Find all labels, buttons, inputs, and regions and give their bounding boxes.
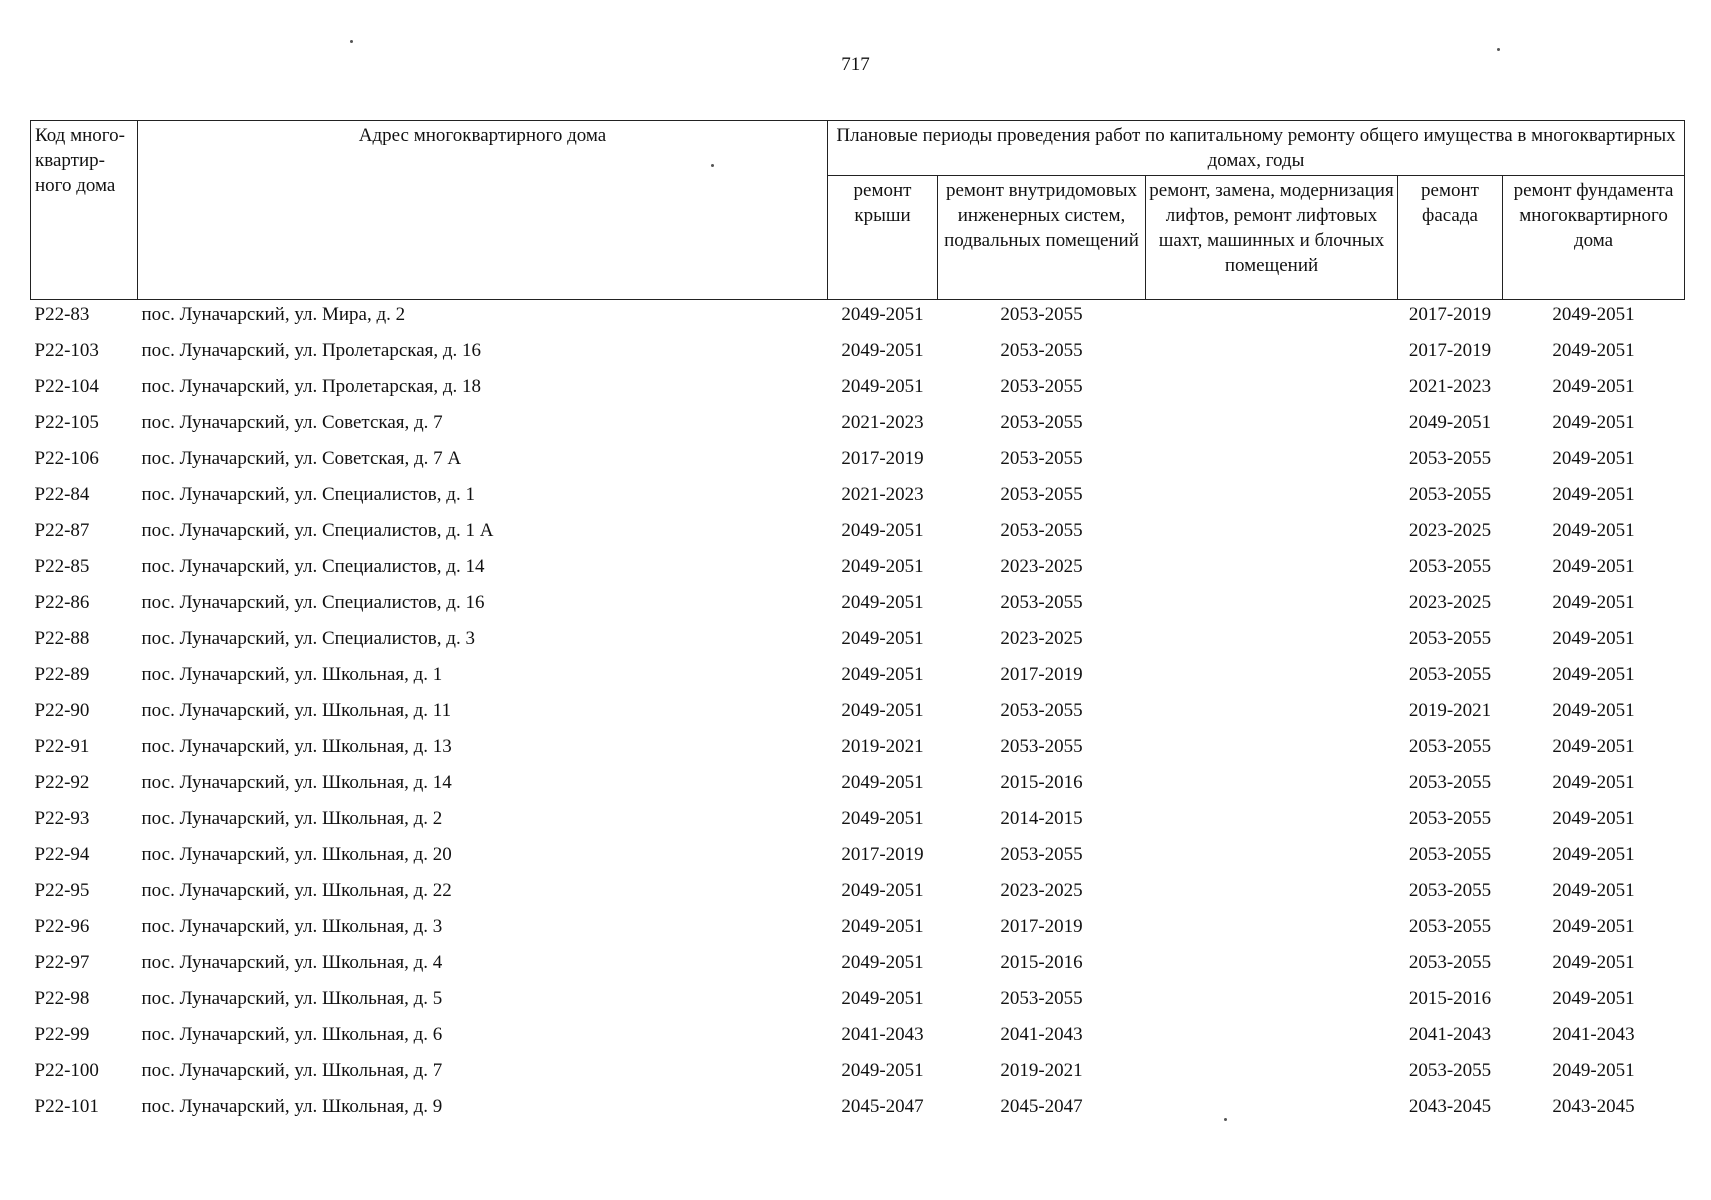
- cell-address: пос. Луначарский, ул. Школьная, д. 6: [141, 1024, 443, 1045]
- cell-engineering: 2017-2019: [1000, 916, 1083, 937]
- cell-facade: 2049-2051: [1408, 412, 1492, 433]
- cell-foundation: 2049-2051: [1552, 916, 1635, 937]
- cell-roof: 2021-2023: [841, 484, 924, 505]
- table-header: [31, 121, 1685, 300]
- cell-elevators: [1146, 516, 1398, 552]
- cell-code: Р22-87: [34, 520, 90, 541]
- cell-facade: 2023-2025: [1408, 520, 1492, 541]
- cell-elevators: [1146, 660, 1398, 696]
- cell-engineering: 2053-2055: [1000, 844, 1083, 865]
- table-row: [31, 840, 1685, 876]
- table-row: [31, 372, 1685, 408]
- cell-facade: 2053-2055: [1408, 556, 1492, 577]
- cell-address: пос. Луначарский, ул. Специалистов, д. 3: [141, 628, 475, 649]
- cell-roof: 2049-2051: [841, 988, 924, 1009]
- cell-roof: 2019-2021: [841, 736, 924, 757]
- cell-facade: 2053-2055: [1408, 880, 1492, 901]
- cell-facade: 2053-2055: [1408, 1060, 1492, 1081]
- cell-roof: 2049-2051: [841, 592, 924, 613]
- cell-engineering: 2023-2025: [1000, 556, 1083, 577]
- cell-foundation: 2049-2051: [1552, 880, 1635, 901]
- cell-address: пос. Луначарский, ул. Специалистов, д. 16: [141, 592, 485, 613]
- table-row: [31, 876, 1685, 912]
- cell-elevators: [1146, 588, 1398, 624]
- scan-speck: [1497, 48, 1500, 51]
- cell-facade: 2053-2055: [1408, 736, 1492, 757]
- cell-foundation: 2049-2051: [1552, 808, 1635, 829]
- table-row: [31, 1020, 1685, 1056]
- cell-foundation: 2049-2051: [1552, 484, 1635, 505]
- cell-facade: 2017-2019: [1408, 304, 1492, 325]
- cell-facade: 2053-2055: [1408, 952, 1492, 973]
- cell-engineering: 2053-2055: [1000, 376, 1083, 397]
- cell-code: Р22-86: [34, 592, 90, 613]
- cell-foundation: 2049-2051: [1552, 664, 1635, 685]
- cell-roof: 2049-2051: [841, 376, 924, 397]
- cell-engineering: 2053-2055: [1000, 304, 1083, 325]
- table-row: [31, 624, 1685, 660]
- table-row: [31, 480, 1685, 516]
- cell-facade: 2053-2055: [1408, 484, 1492, 505]
- table-row: [31, 660, 1685, 696]
- table-row: [31, 336, 1685, 372]
- cell-engineering: 2017-2019: [1000, 664, 1083, 685]
- cell-roof: 2049-2051: [841, 304, 924, 325]
- header-elevators: ремонт, замена, модернизация лифтов, ремонт лифтовых шахт, машинных и блочных помещений: [1146, 176, 1398, 300]
- table-row: [31, 300, 1685, 337]
- repair-schedule-table: [30, 120, 1685, 1128]
- cell-code: Р22-85: [34, 556, 90, 577]
- header-periods-group: Плановые периоды проведения работ по капитальному ремонту общего имущества в многоквартирных домах, годы: [828, 121, 1685, 176]
- cell-code: Р22-99: [34, 1024, 90, 1045]
- cell-elevators: [1146, 804, 1398, 840]
- cell-code: Р22-106: [34, 448, 99, 469]
- cell-foundation: 2049-2051: [1552, 628, 1635, 649]
- header-roof: ремонт крыши: [828, 176, 938, 300]
- cell-engineering: 2053-2055: [1000, 700, 1083, 721]
- cell-foundation: 2049-2051: [1552, 448, 1635, 469]
- cell-code: Р22-101: [34, 1096, 99, 1117]
- cell-facade: 2053-2055: [1408, 916, 1492, 937]
- cell-facade: 2053-2055: [1408, 664, 1492, 685]
- table-body: [31, 300, 1685, 1129]
- cell-foundation: 2049-2051: [1552, 1060, 1635, 1081]
- cell-roof: 2049-2051: [841, 1060, 924, 1081]
- cell-elevators: [1146, 444, 1398, 480]
- cell-facade: 2041-2043: [1408, 1024, 1492, 1045]
- cell-foundation: 2049-2051: [1552, 520, 1635, 541]
- cell-foundation: 2049-2051: [1552, 592, 1635, 613]
- cell-foundation: 2041-2043: [1552, 1024, 1635, 1045]
- cell-foundation: 2049-2051: [1552, 376, 1635, 397]
- cell-address: пос. Луначарский, ул. Специалистов, д. 1 А: [141, 520, 494, 541]
- cell-elevators: [1146, 768, 1398, 804]
- header-facade: ремонт фасада: [1398, 176, 1503, 300]
- table-row: [31, 516, 1685, 552]
- cell-code: Р22-92: [34, 772, 90, 793]
- cell-address: пос. Луначарский, ул. Школьная, д. 2: [141, 808, 443, 829]
- cell-engineering: 2015-2016: [1000, 952, 1083, 973]
- repair-schedule-table-container: [30, 120, 1684, 1128]
- cell-roof: 2045-2047: [841, 1096, 924, 1117]
- cell-facade: 2023-2025: [1408, 592, 1492, 613]
- table-row: [31, 1056, 1685, 1092]
- cell-engineering: 2045-2047: [1000, 1096, 1083, 1117]
- cell-roof: 2049-2051: [841, 556, 924, 577]
- cell-facade: 2015-2016: [1408, 988, 1492, 1009]
- cell-roof: 2049-2051: [841, 952, 924, 973]
- cell-roof: 2041-2043: [841, 1024, 924, 1045]
- cell-address: пос. Луначарский, ул. Школьная, д. 4: [141, 952, 443, 973]
- table-row: [31, 732, 1685, 768]
- cell-elevators: [1146, 1020, 1398, 1056]
- cell-elevators: [1146, 300, 1398, 337]
- cell-foundation: 2049-2051: [1552, 952, 1635, 973]
- cell-engineering: 2053-2055: [1000, 736, 1083, 757]
- cell-address: пос. Луначарский, ул. Советская, д. 7 А: [141, 448, 462, 469]
- cell-address: пос. Луначарский, ул. Мира, д. 2: [141, 304, 406, 325]
- cell-address: пос. Луначарский, ул. Пролетарская, д. 18: [141, 376, 482, 397]
- header-foundation: ремонт фундамента многоквартирного дома: [1503, 176, 1685, 300]
- table-row: [31, 408, 1685, 444]
- cell-facade: 2053-2055: [1408, 808, 1492, 829]
- cell-elevators: [1146, 948, 1398, 984]
- cell-facade: 2053-2055: [1408, 844, 1492, 865]
- cell-elevators: [1146, 336, 1398, 372]
- cell-code: Р22-96: [34, 916, 90, 937]
- cell-engineering: 2053-2055: [1000, 448, 1083, 469]
- cell-facade: 2053-2055: [1408, 772, 1492, 793]
- cell-roof: 2049-2051: [841, 916, 924, 937]
- table-row: [31, 552, 1685, 588]
- cell-roof: 2017-2019: [841, 844, 924, 865]
- cell-engineering: 2023-2025: [1000, 880, 1083, 901]
- cell-address: пос. Луначарский, ул. Специалистов, д. 1: [141, 484, 475, 505]
- cell-elevators: [1146, 408, 1398, 444]
- cell-address: пос. Луначарский, ул. Школьная, д. 13: [141, 736, 452, 757]
- table-row: [31, 1092, 1685, 1128]
- cell-elevators: [1146, 624, 1398, 660]
- cell-address: пос. Луначарский, ул. Советская, д. 7: [141, 412, 443, 433]
- cell-code: Р22-90: [34, 700, 90, 721]
- cell-engineering: 2014-2015: [1000, 808, 1083, 829]
- cell-elevators: [1146, 984, 1398, 1020]
- cell-code: Р22-91: [34, 736, 90, 757]
- cell-roof: 2049-2051: [841, 520, 924, 541]
- cell-elevators: [1146, 1092, 1398, 1128]
- cell-code: Р22-100: [34, 1060, 99, 1081]
- cell-code: Р22-84: [34, 484, 90, 505]
- cell-code: Р22-105: [34, 412, 99, 433]
- cell-facade: 2053-2055: [1408, 628, 1492, 649]
- cell-roof: 2017-2019: [841, 448, 924, 469]
- cell-code: Р22-93: [34, 808, 90, 829]
- cell-roof: 2049-2051: [841, 340, 924, 361]
- cell-foundation: 2049-2051: [1552, 844, 1635, 865]
- cell-address: пос. Луначарский, ул. Школьная, д. 9: [141, 1096, 443, 1117]
- cell-elevators: [1146, 696, 1398, 732]
- cell-engineering: 2053-2055: [1000, 988, 1083, 1009]
- cell-engineering: 2053-2055: [1000, 412, 1083, 433]
- cell-elevators: [1146, 480, 1398, 516]
- cell-code: Р22-89: [34, 664, 90, 685]
- cell-address: пос. Луначарский, ул. Школьная, д. 22: [141, 880, 452, 901]
- cell-foundation: 2043-2045: [1552, 1096, 1635, 1117]
- cell-address: пос. Луначарский, ул. Пролетарская, д. 16: [141, 340, 482, 361]
- header-engineering: ремонт внутридомовых инженерных систем, подвальных помещений: [938, 176, 1146, 300]
- table-row: [31, 948, 1685, 984]
- cell-address: пос. Луначарский, ул. Школьная, д. 20: [141, 844, 452, 865]
- cell-address: пос. Луначарский, ул. Школьная, д. 14: [141, 772, 452, 793]
- cell-elevators: [1146, 372, 1398, 408]
- table-row: [31, 912, 1685, 948]
- cell-engineering: 2053-2055: [1000, 340, 1083, 361]
- cell-engineering: 2019-2021: [1000, 1060, 1083, 1081]
- cell-elevators: [1146, 840, 1398, 876]
- cell-elevators: [1146, 912, 1398, 948]
- cell-roof: 2049-2051: [841, 700, 924, 721]
- cell-engineering: 2023-2025: [1000, 628, 1083, 649]
- cell-facade: 2019-2021: [1408, 700, 1492, 721]
- cell-address: пос. Луначарский, ул. Школьная, д. 1: [141, 664, 443, 685]
- table-row: [31, 768, 1685, 804]
- cell-facade: 2043-2045: [1408, 1096, 1492, 1117]
- cell-foundation: 2049-2051: [1552, 988, 1635, 1009]
- cell-code: Р22-97: [34, 952, 90, 973]
- table-row: [31, 984, 1685, 1020]
- cell-code: Р22-88: [34, 628, 90, 649]
- cell-facade: 2021-2023: [1408, 376, 1492, 397]
- cell-engineering: 2041-2043: [1000, 1024, 1083, 1045]
- cell-elevators: [1146, 732, 1398, 768]
- page-number: 717: [841, 54, 870, 75]
- cell-code: Р22-104: [34, 376, 99, 397]
- cell-facade: 2053-2055: [1408, 448, 1492, 469]
- cell-roof: 2021-2023: [841, 412, 924, 433]
- cell-foundation: 2049-2051: [1552, 412, 1635, 433]
- scan-speck: [350, 40, 353, 43]
- table-row: [31, 696, 1685, 732]
- cell-roof: 2049-2051: [841, 628, 924, 649]
- cell-facade: 2017-2019: [1408, 340, 1492, 361]
- cell-foundation: 2049-2051: [1552, 700, 1635, 721]
- table-row: [31, 588, 1685, 624]
- cell-foundation: 2049-2051: [1552, 772, 1635, 793]
- cell-address: пос. Луначарский, ул. Школьная, д. 7: [141, 1060, 443, 1081]
- header-address: Адрес многоквартирного дома: [138, 121, 828, 300]
- cell-address: пос. Луначарский, ул. Специалистов, д. 14: [141, 556, 485, 577]
- cell-engineering: 2053-2055: [1000, 592, 1083, 613]
- cell-foundation: 2049-2051: [1552, 340, 1635, 361]
- cell-foundation: 2049-2051: [1552, 304, 1635, 325]
- cell-roof: 2049-2051: [841, 664, 924, 685]
- cell-code: Р22-94: [34, 844, 90, 865]
- cell-engineering: 2053-2055: [1000, 520, 1083, 541]
- cell-code: Р22-103: [34, 340, 99, 361]
- cell-address: пос. Луначарский, ул. Школьная, д. 5: [141, 988, 443, 1009]
- cell-foundation: 2049-2051: [1552, 556, 1635, 577]
- table-row: [31, 804, 1685, 840]
- cell-roof: 2049-2051: [841, 808, 924, 829]
- cell-engineering: 2015-2016: [1000, 772, 1083, 793]
- cell-address: пос. Луначарский, ул. Школьная, д. 3: [141, 916, 443, 937]
- cell-roof: 2049-2051: [841, 880, 924, 901]
- cell-elevators: [1146, 1056, 1398, 1092]
- table-row: [31, 444, 1685, 480]
- cell-elevators: [1146, 552, 1398, 588]
- cell-roof: 2049-2051: [841, 772, 924, 793]
- cell-foundation: 2049-2051: [1552, 736, 1635, 757]
- header-code: Код много-квартир-ного дома: [31, 121, 138, 300]
- cell-code: Р22-98: [34, 988, 90, 1009]
- cell-code: Р22-95: [34, 880, 90, 901]
- cell-code: Р22-83: [34, 304, 90, 325]
- cell-elevators: [1146, 876, 1398, 912]
- cell-address: пос. Луначарский, ул. Школьная, д. 11: [141, 700, 452, 721]
- cell-engineering: 2053-2055: [1000, 484, 1083, 505]
